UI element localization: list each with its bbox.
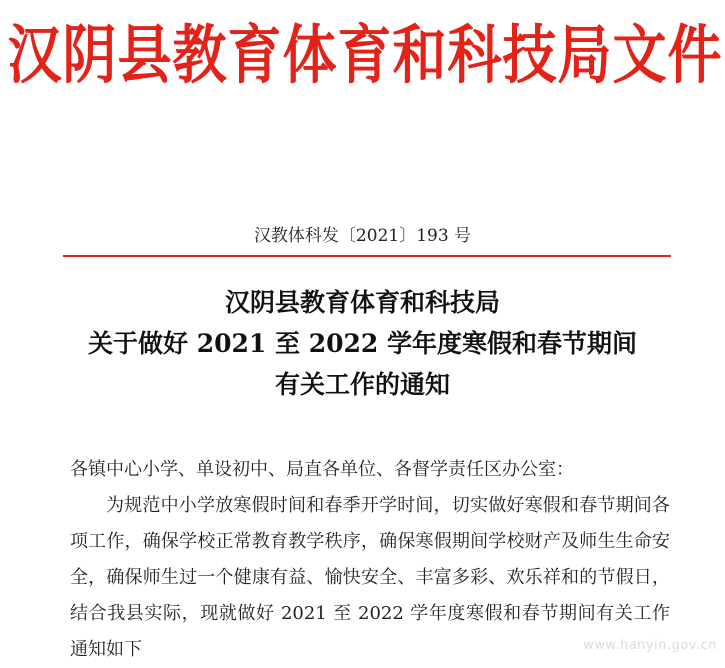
red-header-title: [7, 8, 723, 104]
document-number: 汉教体科发〔2021〕193 号: [253, 226, 472, 246]
site-watermark: www.hanyin.gov.cn: [583, 638, 717, 653]
notice-title: [0, 282, 725, 405]
notice-title-line-2: 关于做好 2021 至 2022 学年度寒假和春节期间: [88, 329, 637, 358]
notice-title-line-3: 有关工作的通知: [274, 370, 450, 399]
salutation: 各镇中心小学、单设初中、局直各单位、各督学责任区办公室：: [70, 459, 574, 480]
body-paragraph-1: 为规范中小学放寒假时间和春季开学时间，切实做好寒假和春节期间各项工作，确保学校正常教育教学秩序，确保寒假期间学校财产及师生生命安全，确保师生过一个健康有益、愉快安全、丰富多彩、欢乐祥和的节假日，结合我县实际，现就做好 2021 至 2022 学年度寒假和春节期间有关工作通知如下: [70, 495, 670, 660]
notice-title-line-1: 汉阴县教育体育和科技局: [224, 288, 500, 317]
notice-body: [70, 452, 670, 668]
red-divider-line: [63, 255, 671, 257]
red-header-title-text: 汉阴县教育体育和科技局文件: [7, 18, 723, 93]
